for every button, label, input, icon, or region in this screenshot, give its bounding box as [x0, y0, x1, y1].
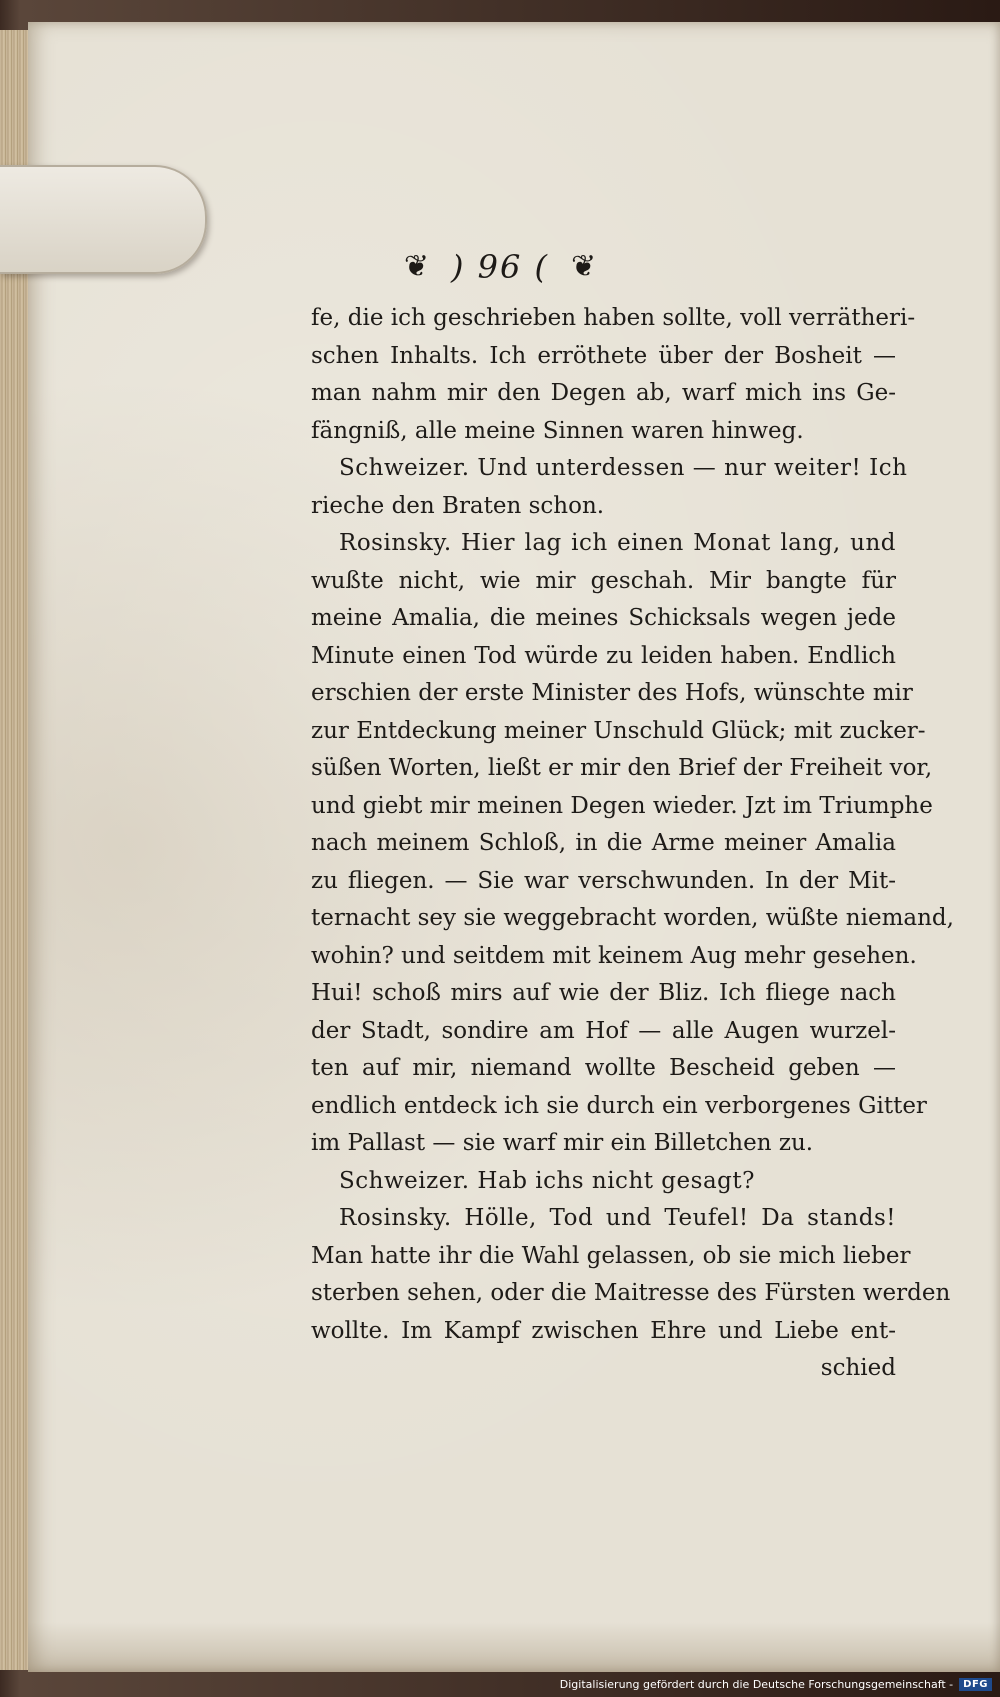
text-line: wohin? und seitdem mit keinem Aug mehr gesehen. — [311, 942, 917, 969]
text-line: wußte nicht, wie mir geschah. Mir bangte für — [311, 567, 896, 594]
text-line: endlich entdeck ich sie durch ein verborgenes Gitter — [311, 1092, 927, 1119]
text-line: zu fliegen. — Sie war verschwunden. In der Mit- — [311, 867, 896, 894]
text-line: Schweizer. Und unterdessen — nur weiter! Ich — [339, 455, 908, 481]
text-line: Hui! schoß mirs auf wie der Bliz. Ich fliege nach — [311, 980, 896, 1006]
credit-text: Digitalisierung gefördert durch die Deutsche Forschungsgemeinschaft - — [559, 1677, 954, 1691]
text-line: fe, die ich geschrieben haben sollte, voll verrätheri- — [311, 305, 916, 331]
text-line: zur Entdeckung meiner Unschuld Glück; mit zucker- — [311, 717, 926, 744]
flower-ornament-icon: ❦ — [403, 249, 429, 284]
text-line: Schweizer. Hab ichs nicht gesagt? — [339, 1167, 755, 1194]
text-line: ten auf mir, niemand wollte Bescheid geben — — [311, 1055, 896, 1081]
text-line: und giebt mir meinen Degen wieder. Jzt im Triumphe — [311, 792, 933, 819]
text-line: Rosinsky. Hölle, Tod und Teufel! Da stands! — [339, 1205, 896, 1231]
body-text — [311, 300, 954, 1388]
text-line: meine Amalia, die meines Schicksals wegen jede — [311, 605, 896, 631]
text-line: erschien der erste Minister des Hofs, wünschte mir — [311, 680, 913, 706]
text-line: man nahm mir den Degen ab, warf mich ins Ge- — [311, 380, 896, 406]
flower-ornament-icon: ❦ — [571, 249, 597, 284]
text-line: wollte. Im Kampf zwischen Ehre und Liebe ent- — [311, 1317, 896, 1344]
text-line: der Stadt, sondire am Hof — alle Augen wurzel- — [311, 1017, 896, 1044]
text-line: Minute einen Tod würde zu leiden haben. Endlich — [311, 642, 896, 669]
page-header — [0, 245, 1000, 289]
text-line: Man hatte ihr die Wahl gelassen, ob sie mich lieber — [311, 1242, 911, 1269]
text-line: im Pallast — sie warf mir ein Billetchen zu. — [311, 1130, 814, 1156]
text-line: ternacht sey sie weggebracht worden, wüßte niemand, — [311, 905, 954, 931]
text-line: rieche den Braten schon. — [311, 492, 605, 519]
text-line: fängniß, alle meine Sinnen waren hinweg. — [311, 417, 804, 444]
dfg-logo: DFG — [959, 1678, 992, 1691]
text-line: schen Inhalts. Ich erröthete über der Bosheit — — [311, 342, 896, 369]
page-number: ) 96 ( — [450, 248, 550, 286]
digitization-credit — [560, 1675, 992, 1693]
text-line: süßen Worten, ließt er mir den Brief der Freiheit vor, — [311, 755, 933, 781]
catchword: schied — [820, 1355, 896, 1381]
text-line: sterben sehen, oder die Maitresse des Fürsten werden — [311, 1280, 951, 1306]
text-line: Rosinsky. Hier lag ich einen Monat lang, und — [339, 530, 896, 556]
text-line: nach meinem Schloß, in die Arme meiner Amalia — [311, 830, 896, 856]
